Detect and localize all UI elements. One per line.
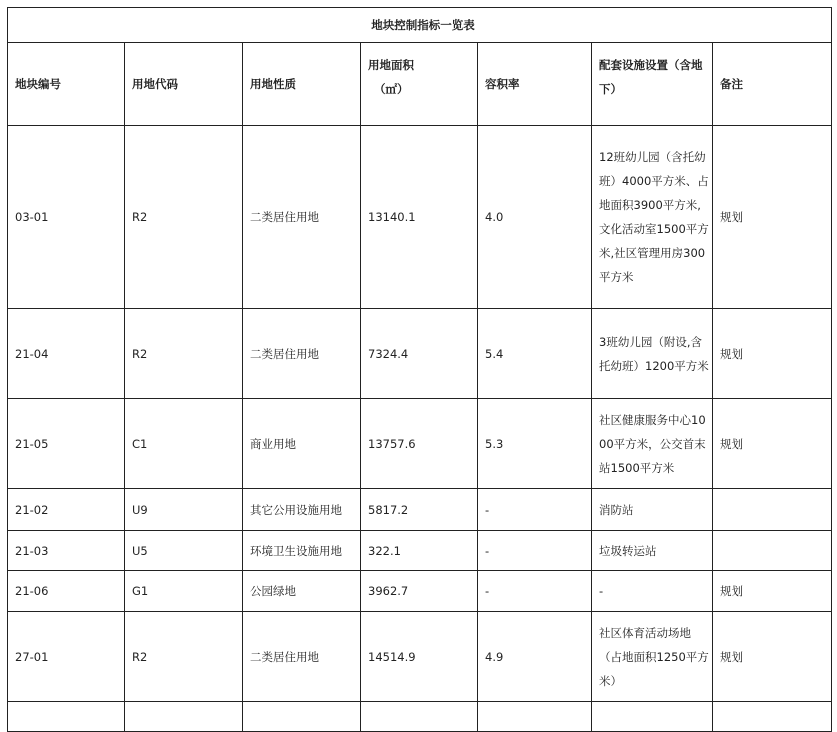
cell-block-no: 21-03 bbox=[8, 531, 125, 571]
cell-remark: 规划 bbox=[713, 399, 832, 489]
cell-facilities bbox=[592, 702, 713, 732]
cell-remark: 规划 bbox=[713, 612, 832, 702]
cell-far: - bbox=[478, 531, 592, 571]
table-row bbox=[8, 489, 832, 531]
cell-area bbox=[361, 702, 478, 732]
header-row bbox=[8, 43, 832, 126]
cell-remark bbox=[713, 702, 832, 732]
header-remark: 备注 bbox=[713, 43, 832, 126]
cell-block-no: 21-02 bbox=[8, 489, 125, 531]
cell-land-nature: 其它公用设施用地 bbox=[243, 489, 361, 531]
cell-remark bbox=[713, 489, 832, 531]
table-row bbox=[8, 309, 832, 399]
cell-land-nature: 公园绿地 bbox=[243, 571, 361, 612]
table-row bbox=[8, 531, 832, 571]
cell-area: 322.1 bbox=[361, 531, 478, 571]
cell-area: 13140.1 bbox=[361, 126, 478, 309]
cell-facilities: 社区健康服务中心1000平方米，公交首末站1500平方米 bbox=[592, 399, 713, 489]
cell-remark: 规划 bbox=[713, 571, 832, 612]
cell-area: 7324.4 bbox=[361, 309, 478, 399]
cell-far: 5.4 bbox=[478, 309, 592, 399]
cell-area: 13757.6 bbox=[361, 399, 478, 489]
header-land-code: 用地代码 bbox=[125, 43, 243, 126]
cell-block-no: 27-01 bbox=[8, 612, 125, 702]
cell-far: 4.0 bbox=[478, 126, 592, 309]
cell-far: - bbox=[478, 489, 592, 531]
header-facilities: 配套设施设置（含地下） bbox=[592, 43, 713, 126]
cell-area: 3962.7 bbox=[361, 571, 478, 612]
table-row bbox=[8, 612, 832, 702]
cell-land-code: U5 bbox=[125, 531, 243, 571]
cell-remark: 规划 bbox=[713, 309, 832, 399]
cell-block-no: 21-05 bbox=[8, 399, 125, 489]
cell-land-code bbox=[125, 702, 243, 732]
cell-land-nature bbox=[243, 702, 361, 732]
cell-facilities: 3班幼儿园（附设,含托幼班）1200平方米 bbox=[592, 309, 713, 399]
table-title: 地块控制指标一览表 bbox=[8, 8, 832, 43]
header-area-unit: （㎡） bbox=[374, 82, 409, 96]
land-control-table bbox=[7, 7, 832, 732]
cell-area: 5817.2 bbox=[361, 489, 478, 531]
header-far: 容积率 bbox=[478, 43, 592, 126]
header-area-label: 用地面积 bbox=[368, 58, 414, 72]
cell-area: 14514.9 bbox=[361, 612, 478, 702]
cell-far bbox=[478, 702, 592, 732]
cell-land-code: C1 bbox=[125, 399, 243, 489]
table-row bbox=[8, 702, 832, 732]
cell-block-no bbox=[8, 702, 125, 732]
cell-land-nature: 二类居住用地 bbox=[243, 612, 361, 702]
header-area bbox=[361, 43, 478, 126]
cell-block-no: 21-04 bbox=[8, 309, 125, 399]
cell-facilities: - bbox=[592, 571, 713, 612]
cell-far: - bbox=[478, 571, 592, 612]
cell-facilities: 垃圾转运站 bbox=[592, 531, 713, 571]
cell-land-code: G1 bbox=[125, 571, 243, 612]
cell-far: 5.3 bbox=[478, 399, 592, 489]
cell-land-code: R2 bbox=[125, 126, 243, 309]
cell-land-nature: 商业用地 bbox=[243, 399, 361, 489]
table-row bbox=[8, 571, 832, 612]
cell-land-code: U9 bbox=[125, 489, 243, 531]
cell-facilities: 社区体育活动场地（占地面积1250平方米） bbox=[592, 612, 713, 702]
cell-land-code: R2 bbox=[125, 309, 243, 399]
cell-land-nature: 环境卫生设施用地 bbox=[243, 531, 361, 571]
cell-facilities: 消防站 bbox=[592, 489, 713, 531]
cell-block-no: 21-06 bbox=[8, 571, 125, 612]
header-block-no: 地块编号 bbox=[8, 43, 125, 126]
table-row bbox=[8, 399, 832, 489]
table-row bbox=[8, 126, 832, 309]
header-land-nature: 用地性质 bbox=[243, 43, 361, 126]
cell-far: 4.9 bbox=[478, 612, 592, 702]
cell-remark: 规划 bbox=[713, 126, 832, 309]
cell-land-nature: 二类居住用地 bbox=[243, 126, 361, 309]
cell-remark bbox=[713, 531, 832, 571]
cell-facilities: 12班幼儿园（含托幼班）4000平方米、占地面积3900平方米,文化活动室1500平方米,社区管理用房300平方米 bbox=[592, 126, 713, 309]
cell-land-code: R2 bbox=[125, 612, 243, 702]
cell-block-no: 03-01 bbox=[8, 126, 125, 309]
cell-land-nature: 二类居住用地 bbox=[243, 309, 361, 399]
